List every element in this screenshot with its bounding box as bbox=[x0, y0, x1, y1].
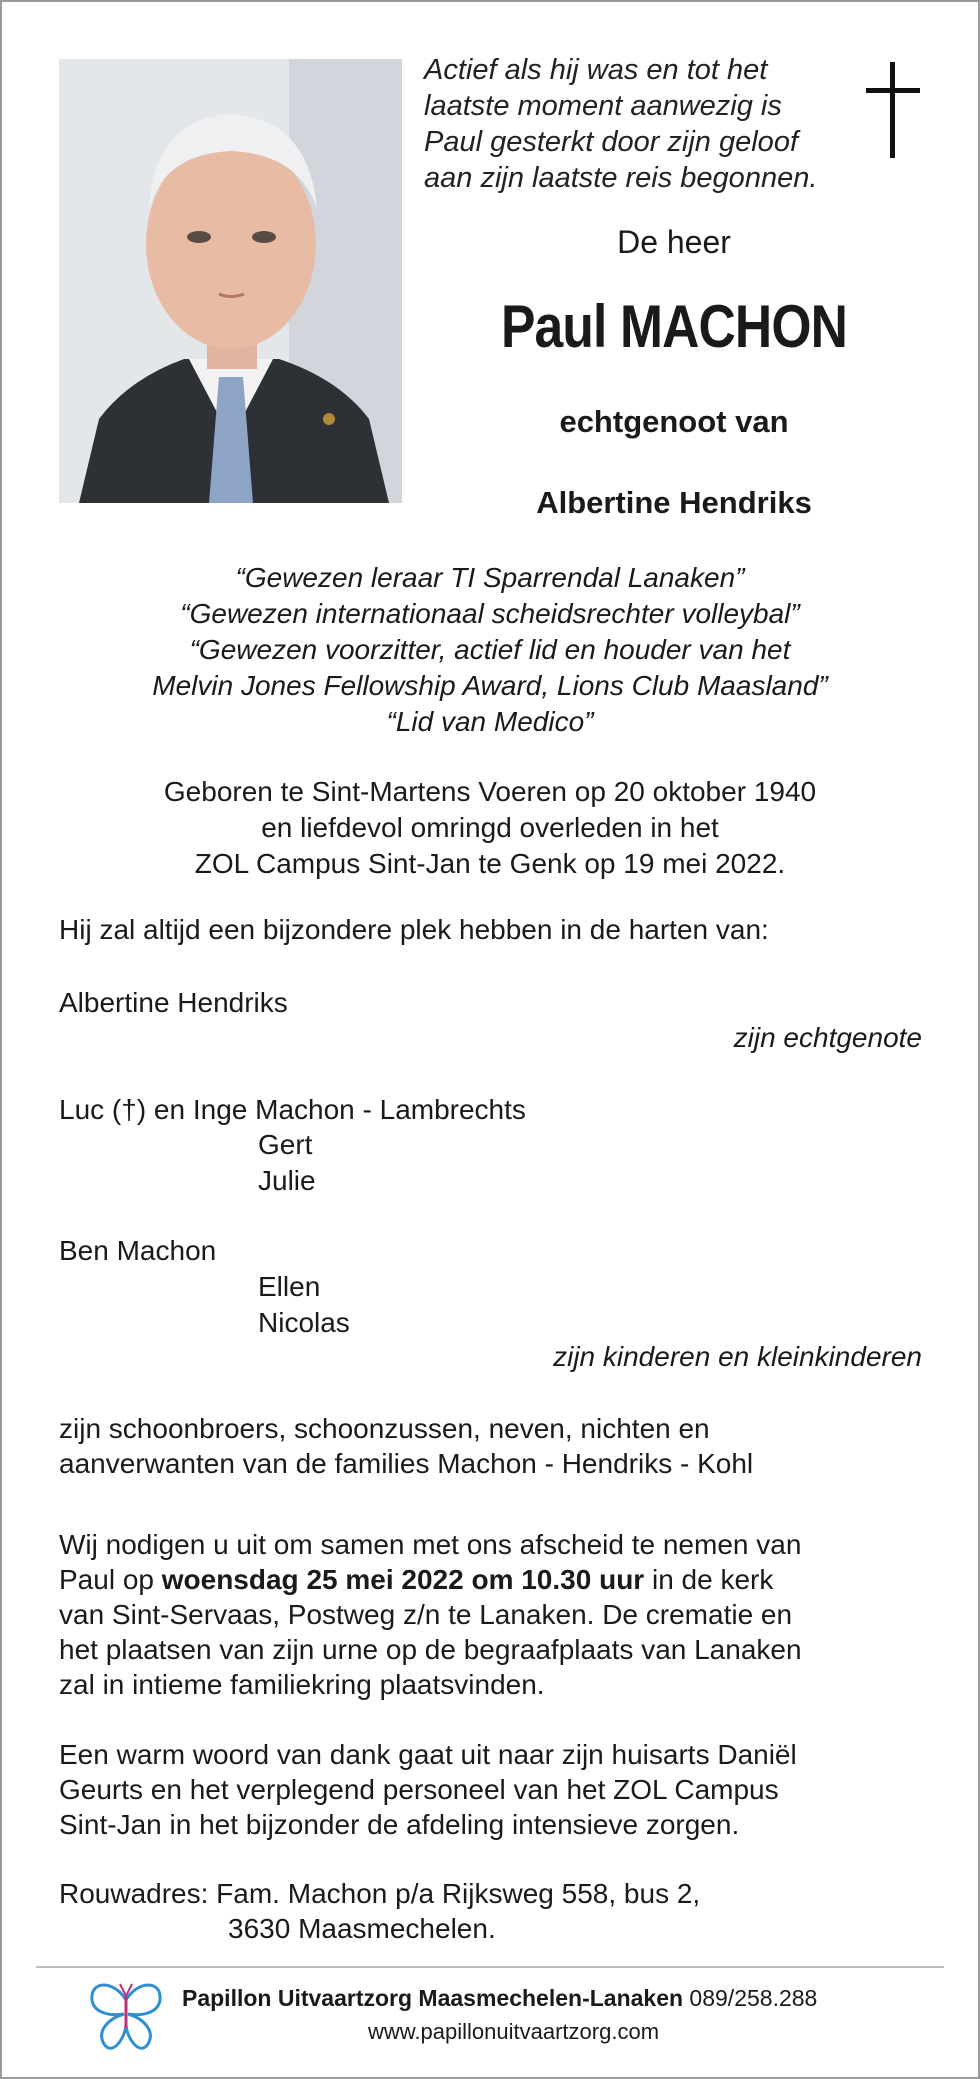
footer-divider bbox=[36, 1966, 944, 1968]
family-intro: Hij zal altijd een bijzondere plek hebben in de harten van: bbox=[59, 914, 769, 945]
invite-line: van Sint-Servaas, Postweg z/n te Lanaken. De crematie en bbox=[59, 1599, 793, 1630]
grandchild: Julie bbox=[258, 1165, 316, 1196]
family-others bbox=[59, 1411, 921, 1481]
poem-line: aan zijn laatste reis begonnen. bbox=[424, 162, 818, 194]
portrait-photo bbox=[59, 59, 402, 503]
grandchild: Ellen bbox=[258, 1271, 321, 1302]
family-child-1: Luc (†) en Inge Machon - Lambrechts bbox=[59, 1094, 526, 1125]
invite-text: in de kerk bbox=[644, 1564, 774, 1595]
poem-line: Paul gesterkt door zijn geloof bbox=[424, 126, 798, 158]
title-prefix: De heer bbox=[617, 224, 731, 260]
born-line: Geboren te Sint-Martens Voeren op 20 oktober 1940 bbox=[163, 776, 817, 807]
others-line: zijn schoonbroers, schoonzussen, neven, nichten en bbox=[59, 1413, 710, 1444]
opening-poem bbox=[424, 52, 864, 196]
spouse-label: echtgenoot van bbox=[559, 404, 789, 439]
cross-icon bbox=[862, 62, 926, 162]
quote-line: “Gewezen internationaal scheidsrechter volleybal” bbox=[180, 598, 800, 629]
service-datetime: woensdag 25 mei 2022 om 10.30 uur bbox=[161, 1564, 645, 1595]
quote-line: “Lid van Medico” bbox=[386, 706, 594, 737]
mourning-address-line-1: Rouwadres: Fam. Machon p/a Rijksweg 558, bus 2, bbox=[59, 1878, 701, 1909]
thanks-line: Sint-Jan in het bijzonder de afdeling intensieve zorgen. bbox=[59, 1809, 740, 1840]
invite-line bbox=[59, 1562, 921, 1597]
born-line: ZOL Campus Sint-Jan te Genk op 19 mei 2022. bbox=[194, 848, 786, 879]
invite-line: Wij nodigen u uit om samen met ons afscheid te nemen van bbox=[59, 1529, 802, 1560]
deceased-name: Paul MACHON bbox=[500, 293, 848, 360]
funeral-invitation bbox=[59, 1527, 921, 1702]
funeral-home-website[interactable]: www.papillonuitvaartzorg.com bbox=[368, 2019, 660, 2044]
birth-death-info bbox=[59, 774, 921, 882]
funeral-home-phone: 089/258.288 bbox=[683, 1985, 818, 2011]
quote-line: “Gewezen voorzitter, actief lid en houder van het bbox=[189, 634, 791, 665]
quote-line: Melvin Jones Fellowship Award, Lions Club Maasland” bbox=[152, 670, 828, 701]
funeral-home-name: Papillon Uitvaartzorg Maasmechelen-Lanaken bbox=[182, 1985, 684, 2011]
grandchild: Gert bbox=[258, 1129, 313, 1160]
invite-text: Paul op bbox=[59, 1564, 162, 1595]
family-child-2: Ben Machon bbox=[59, 1235, 217, 1266]
grandchild: Nicolas bbox=[258, 1307, 350, 1338]
poem-line: Actief als hij was en tot het bbox=[424, 54, 768, 86]
thanks-note bbox=[59, 1737, 921, 1842]
thanks-line: Geurts en het verplegend personeel van het ZOL Campus bbox=[59, 1774, 779, 1805]
funeral-home-line bbox=[182, 1985, 817, 2012]
spouse-name: Albertine Hendriks bbox=[536, 485, 812, 520]
invite-line: zal in intieme familiekring plaatsvinden. bbox=[59, 1669, 545, 1700]
others-line: aanverwanten van de families Machon - Hendriks - Kohl bbox=[59, 1448, 754, 1479]
mourning-address-line-2: 3630 Maasmechelen. bbox=[228, 1913, 496, 1944]
born-line: en liefdevol omringd overleden in het bbox=[261, 812, 719, 843]
honors-quotes bbox=[59, 560, 921, 740]
poem-line: laatste moment aanwezig is bbox=[424, 90, 782, 122]
family-spouse: Albertine Hendriks bbox=[59, 987, 288, 1018]
butterfly-logo-icon bbox=[86, 1978, 166, 2054]
invite-line: het plaatsen van zijn urne op de begraafplaats van Lanaken bbox=[59, 1634, 802, 1665]
thanks-line: Een warm woord van dank gaat uit naar zijn huisarts Daniël bbox=[59, 1739, 797, 1770]
quote-line: “Gewezen leraar TI Sparrendal Lanaken” bbox=[235, 562, 745, 593]
children-role: zijn kinderen en kleinkinderen bbox=[553, 1341, 922, 1372]
spouse-role: zijn echtgenote bbox=[733, 1022, 922, 1053]
